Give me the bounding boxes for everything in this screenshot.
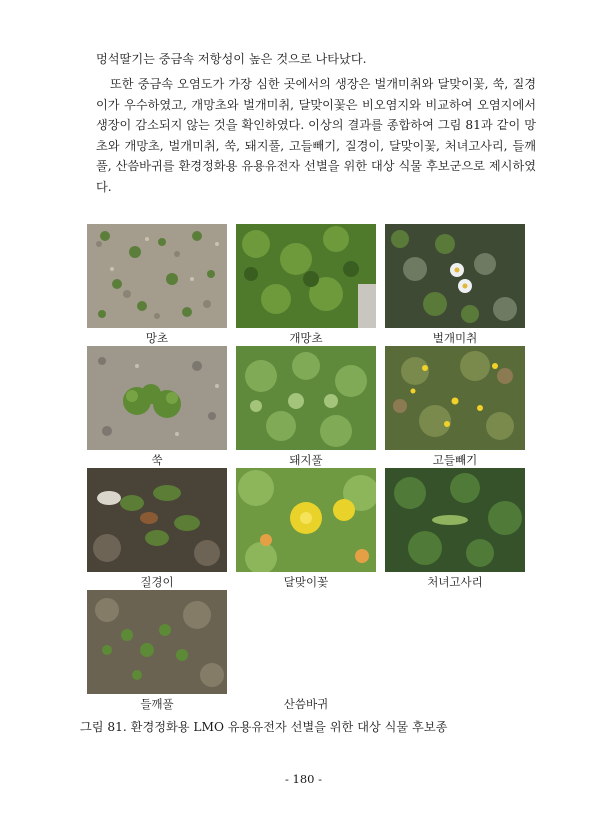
caption-dalmajikkot: 달맞이꽃 [283,575,329,589]
caption-gaemangcho: 개망초 [289,331,323,345]
photo-dalmajikkot [236,468,376,572]
photo-cheonyeogosari [385,468,525,572]
photo-dwaejipul [236,346,376,450]
caption-ssuk: 쑥 [151,453,163,467]
caption-sansseumbagwi: 산씀바귀 [283,697,329,711]
caption-dwaejipul: 돼지풀 [289,453,323,467]
body-paragraph-1: 멍석딸기는 중금속 저항성이 높은 것으로 나타났다. [96,52,367,66]
photo-godeulppaegi [385,346,525,450]
photo-jilgyeongi [87,468,227,572]
caption-godeulppaegi: 고들빼기 [432,453,478,467]
caption-jilgyeongi: 질경이 [140,575,174,589]
caption-cheonyeogosari: 처녀고사리 [427,575,483,589]
photo-ssuk [87,346,227,450]
photo-deulkkaepul [87,590,227,694]
caption-deulkkaepul: 들깨풀 [140,697,174,711]
body-paragraph-2: 또한 중금속 오염도가 가장 심한 곳에서의 생장은 벌개미취와 달맞이꽃, 쑥, 질경이가 우수하였고, 개망초와 벌개미취, 달맞이꽃은 비오염지와 비교하여 오염지에서 생장이 감소되지 않는 것을 확인하였다. 이상의 결과를 종합하여 그림 81과 같이 망초와 개망초, 벌개미취, 쑥, 돼지풀, 고들빼기, 질경이, 달맞이꽃, 처녀고사리, 들깨풀, 산씀바귀를 환경정화용 유용유전자 선별을 위한 대상 식물 후보군으로 제시하였다. [96,77,536,194]
caption-beolgaemichwi: 벌개미취 [432,331,478,345]
photo-mangcho [87,224,227,328]
photo-beolgaemichwi [385,224,525,328]
page-number: - 180 - [284,772,323,786]
caption-mangcho: 망초 [145,331,169,345]
figure-caption: 그림 81. 환경정화용 LMO 유용유전자 선별을 위한 대상 식물 후보종 [80,720,448,734]
photo-gaemangcho [236,224,376,328]
